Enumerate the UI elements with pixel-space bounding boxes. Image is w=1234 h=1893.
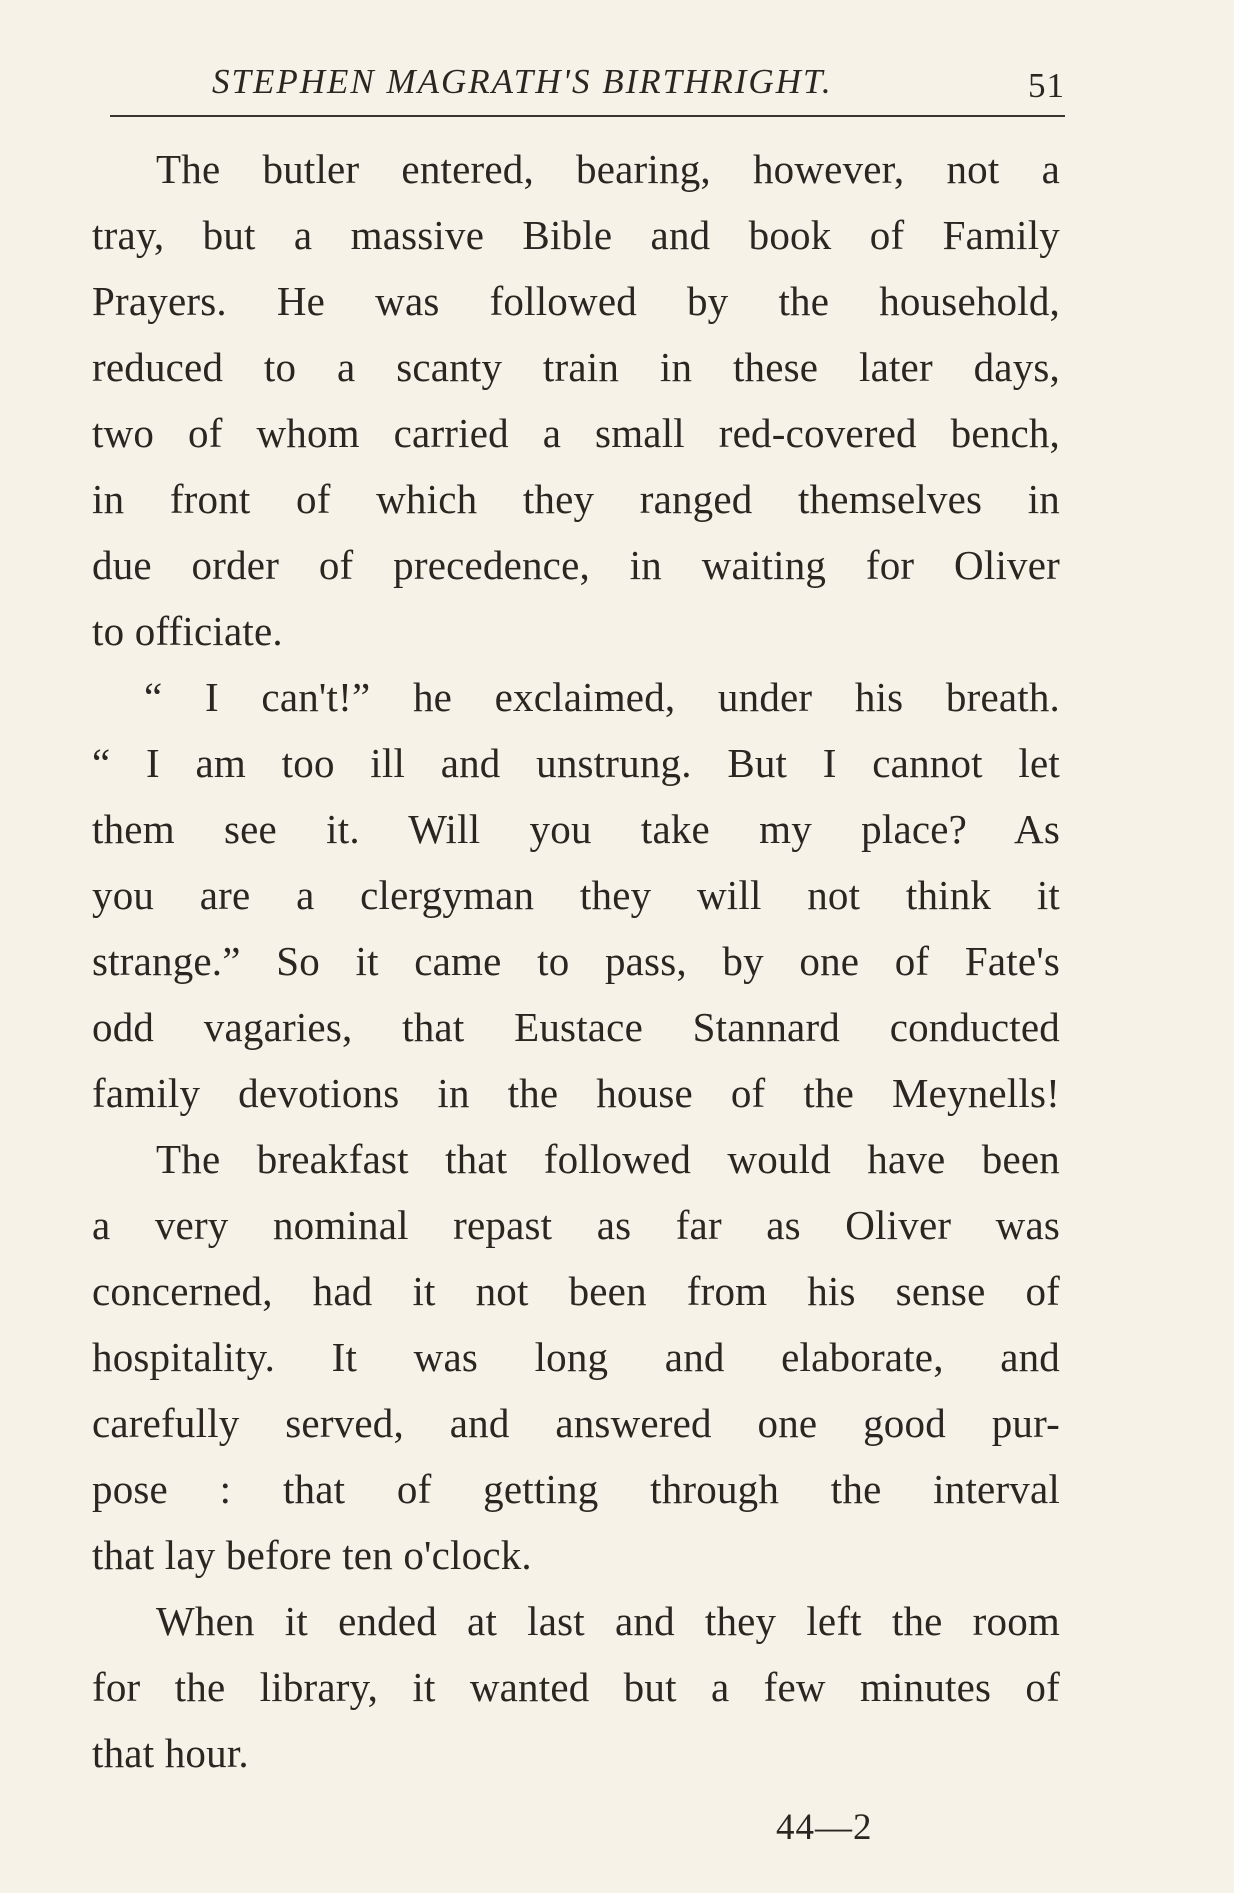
- text-line: Prayers. He was followed by the household,: [92, 278, 1060, 324]
- text-line: family devotions in the house of the Meynells!: [92, 1070, 1060, 1116]
- text-line: strange.” So it came to pass, by one of Fate's: [92, 938, 1060, 984]
- text-line: tray, but a massive Bible and book of Family: [92, 212, 1060, 258]
- text-line: concerned, had it not been from his sense of: [92, 1268, 1060, 1314]
- text-line: in front of which they ranged themselves in: [92, 476, 1060, 522]
- text-line: odd vagaries, that Eustace Stannard conducted: [92, 1004, 1060, 1050]
- body-text: [92, 136, 1060, 1786]
- text-line: that lay before ten o'clock.: [92, 1532, 532, 1578]
- text-line: “ I can't!” he exclaimed, under his breath.: [144, 674, 1060, 720]
- text-line: for the library, it wanted but a few minutes of: [92, 1664, 1060, 1710]
- text-line: reduced to a scanty train in these later days,: [92, 344, 1060, 390]
- text-line: The butler entered, bearing, however, not a: [156, 146, 1060, 192]
- text-line: hospitality. It was long and elaborate, and: [92, 1334, 1060, 1380]
- text-line: carefully served, and answered one good pur-: [92, 1400, 1060, 1446]
- text-line: that hour.: [92, 1730, 249, 1776]
- text-line: “ I am too ill and unstrung. But I cannot let: [92, 740, 1060, 786]
- running-head: [110, 62, 1065, 114]
- text-line: them see it. Will you take my place? As: [92, 806, 1060, 852]
- page-number: 51: [1028, 66, 1065, 105]
- signature-mark: 44—2: [776, 1807, 873, 1848]
- running-title: STEPHEN MAGRATH'S BIRTHRIGHT.: [212, 62, 833, 101]
- text-line: you are a clergyman they will not think it: [92, 872, 1060, 918]
- text-line: to officiate.: [92, 608, 283, 654]
- text-line: two of whom carried a small red-covered bench,: [92, 410, 1060, 456]
- text-line: a very nominal repast as far as Oliver was: [92, 1202, 1060, 1248]
- text-line: When it ended at last and they left the room: [156, 1598, 1060, 1644]
- text-line: due order of precedence, in waiting for Oliver: [92, 542, 1060, 588]
- text-line: pose : that of getting through the interval: [92, 1466, 1060, 1512]
- text-line: The breakfast that followed would have been: [156, 1136, 1060, 1182]
- header-rule: [110, 115, 1065, 117]
